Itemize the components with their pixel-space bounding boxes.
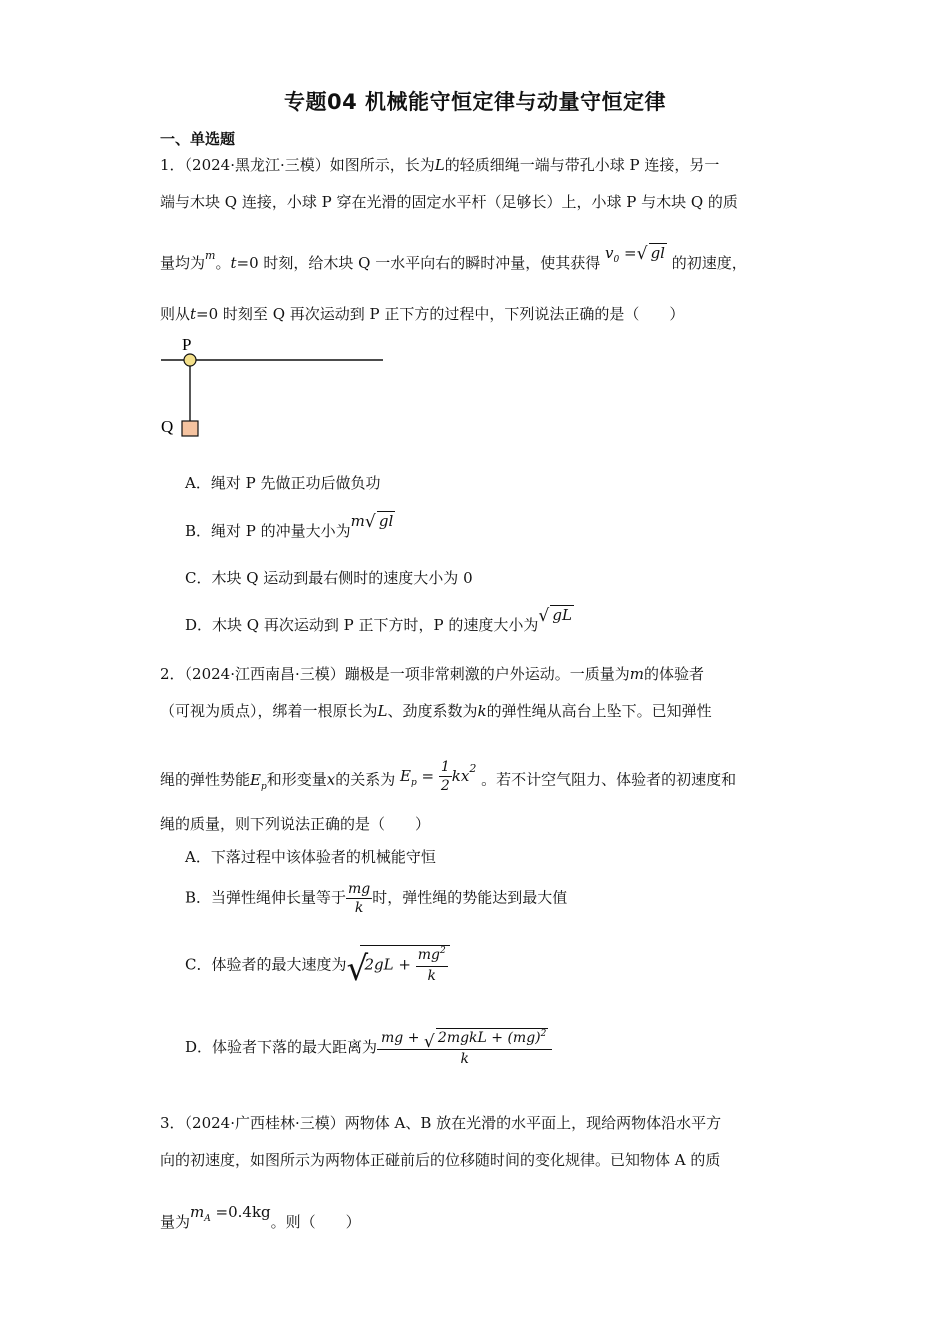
q2-option-d[interactable]: D．体验者下落的最大距离为 mg + √ 2mgkL + (mg)$^2$ k: [185, 1028, 552, 1068]
ball-p: [184, 354, 196, 366]
q3-line-3: 量为$m_A =0.4kg$。则（ ）: [160, 1203, 361, 1231]
q2-line-3: 绳的弹性势能$E_p$和形变量x的关系为 $E_p$ = $\frac{1}{2}$ $kx^2$ 。若不计空气阻力、体验者的初速度和: [160, 759, 737, 794]
label-p: P: [182, 335, 192, 354]
q1-option-a[interactable]: A．绳对 P 先做正功后做负功: [185, 474, 381, 492]
q3-line-1: 3．（2024·广西桂林·三模）两物体 A、B 放在光滑的水平面上，现给两物体沿水平方: [160, 1114, 722, 1132]
q1-figure: [155, 330, 395, 445]
q1-option-d[interactable]: D．木块 Q 再次运动到 P 正下方时，P 的速度大小为 √ gL: [185, 606, 572, 634]
q2-option-b[interactable]: B．当弹性绳伸长量等于 $\frac{mg}{k}$ 时，弹性绳的势能达到最大值: [185, 881, 568, 916]
block-q: [182, 421, 198, 436]
q1-option-c[interactable]: C．木块 Q 运动到最右侧时的速度大小为 0: [185, 569, 473, 587]
q1-line-2: 端与木块 Q 连接，小球 P 穿在光滑的固定水平杆（足够长）上，小球 P 与木块 Q 的质: [160, 193, 738, 211]
q1-option-b[interactable]: B．绳对 P 的冲量大小为m √ gl: [185, 512, 394, 540]
q1-line-3: 量均为$^m$。t=0 时刻，给木块 Q 一水平向右的瞬时冲量，使其获得 $v_0$ = √ gl 的初速度，: [160, 244, 747, 272]
q1-line-1: 1．（2024·黑龙江·三模）如图所示，长为L的轻质细绳一端与带孔小球 P 连接，另一: [160, 156, 720, 174]
q3-line-2: 向的初速度，如图所示为两物体正碰前后的位移随时间的变化规律。已知物体 A 的质: [160, 1151, 721, 1169]
label-q: Q: [161, 417, 174, 436]
q2-line-4: 绳的质量，则下列说法正确的是（ ）: [160, 815, 431, 833]
q2-line-1: 2．（2024·江西南昌·三模）蹦极是一项非常刺激的户外运动。一质量为m的体验者: [160, 665, 705, 683]
section-heading: 一、单选题: [160, 130, 236, 148]
q2-option-a[interactable]: A．下落过程中该体验者的机械能守恒: [185, 848, 436, 866]
page-title: 专题04 机械能守恒定律与动量守恒定律: [283, 90, 667, 114]
q2-line-2: （可视为质点），绑着一根原长为L、劲度系数为k的弹性绳从高台上坠下。已知弹性: [160, 702, 712, 720]
q2-option-c[interactable]: C．体验者的最大速度为 √ 2gL + $\frac{mg^2}{k}$: [185, 945, 450, 985]
q1-line-4: 则从t=0 时刻至 Q 再次运动到 P 正下方的过程中，下列说法正确的是（ ）: [160, 305, 685, 323]
